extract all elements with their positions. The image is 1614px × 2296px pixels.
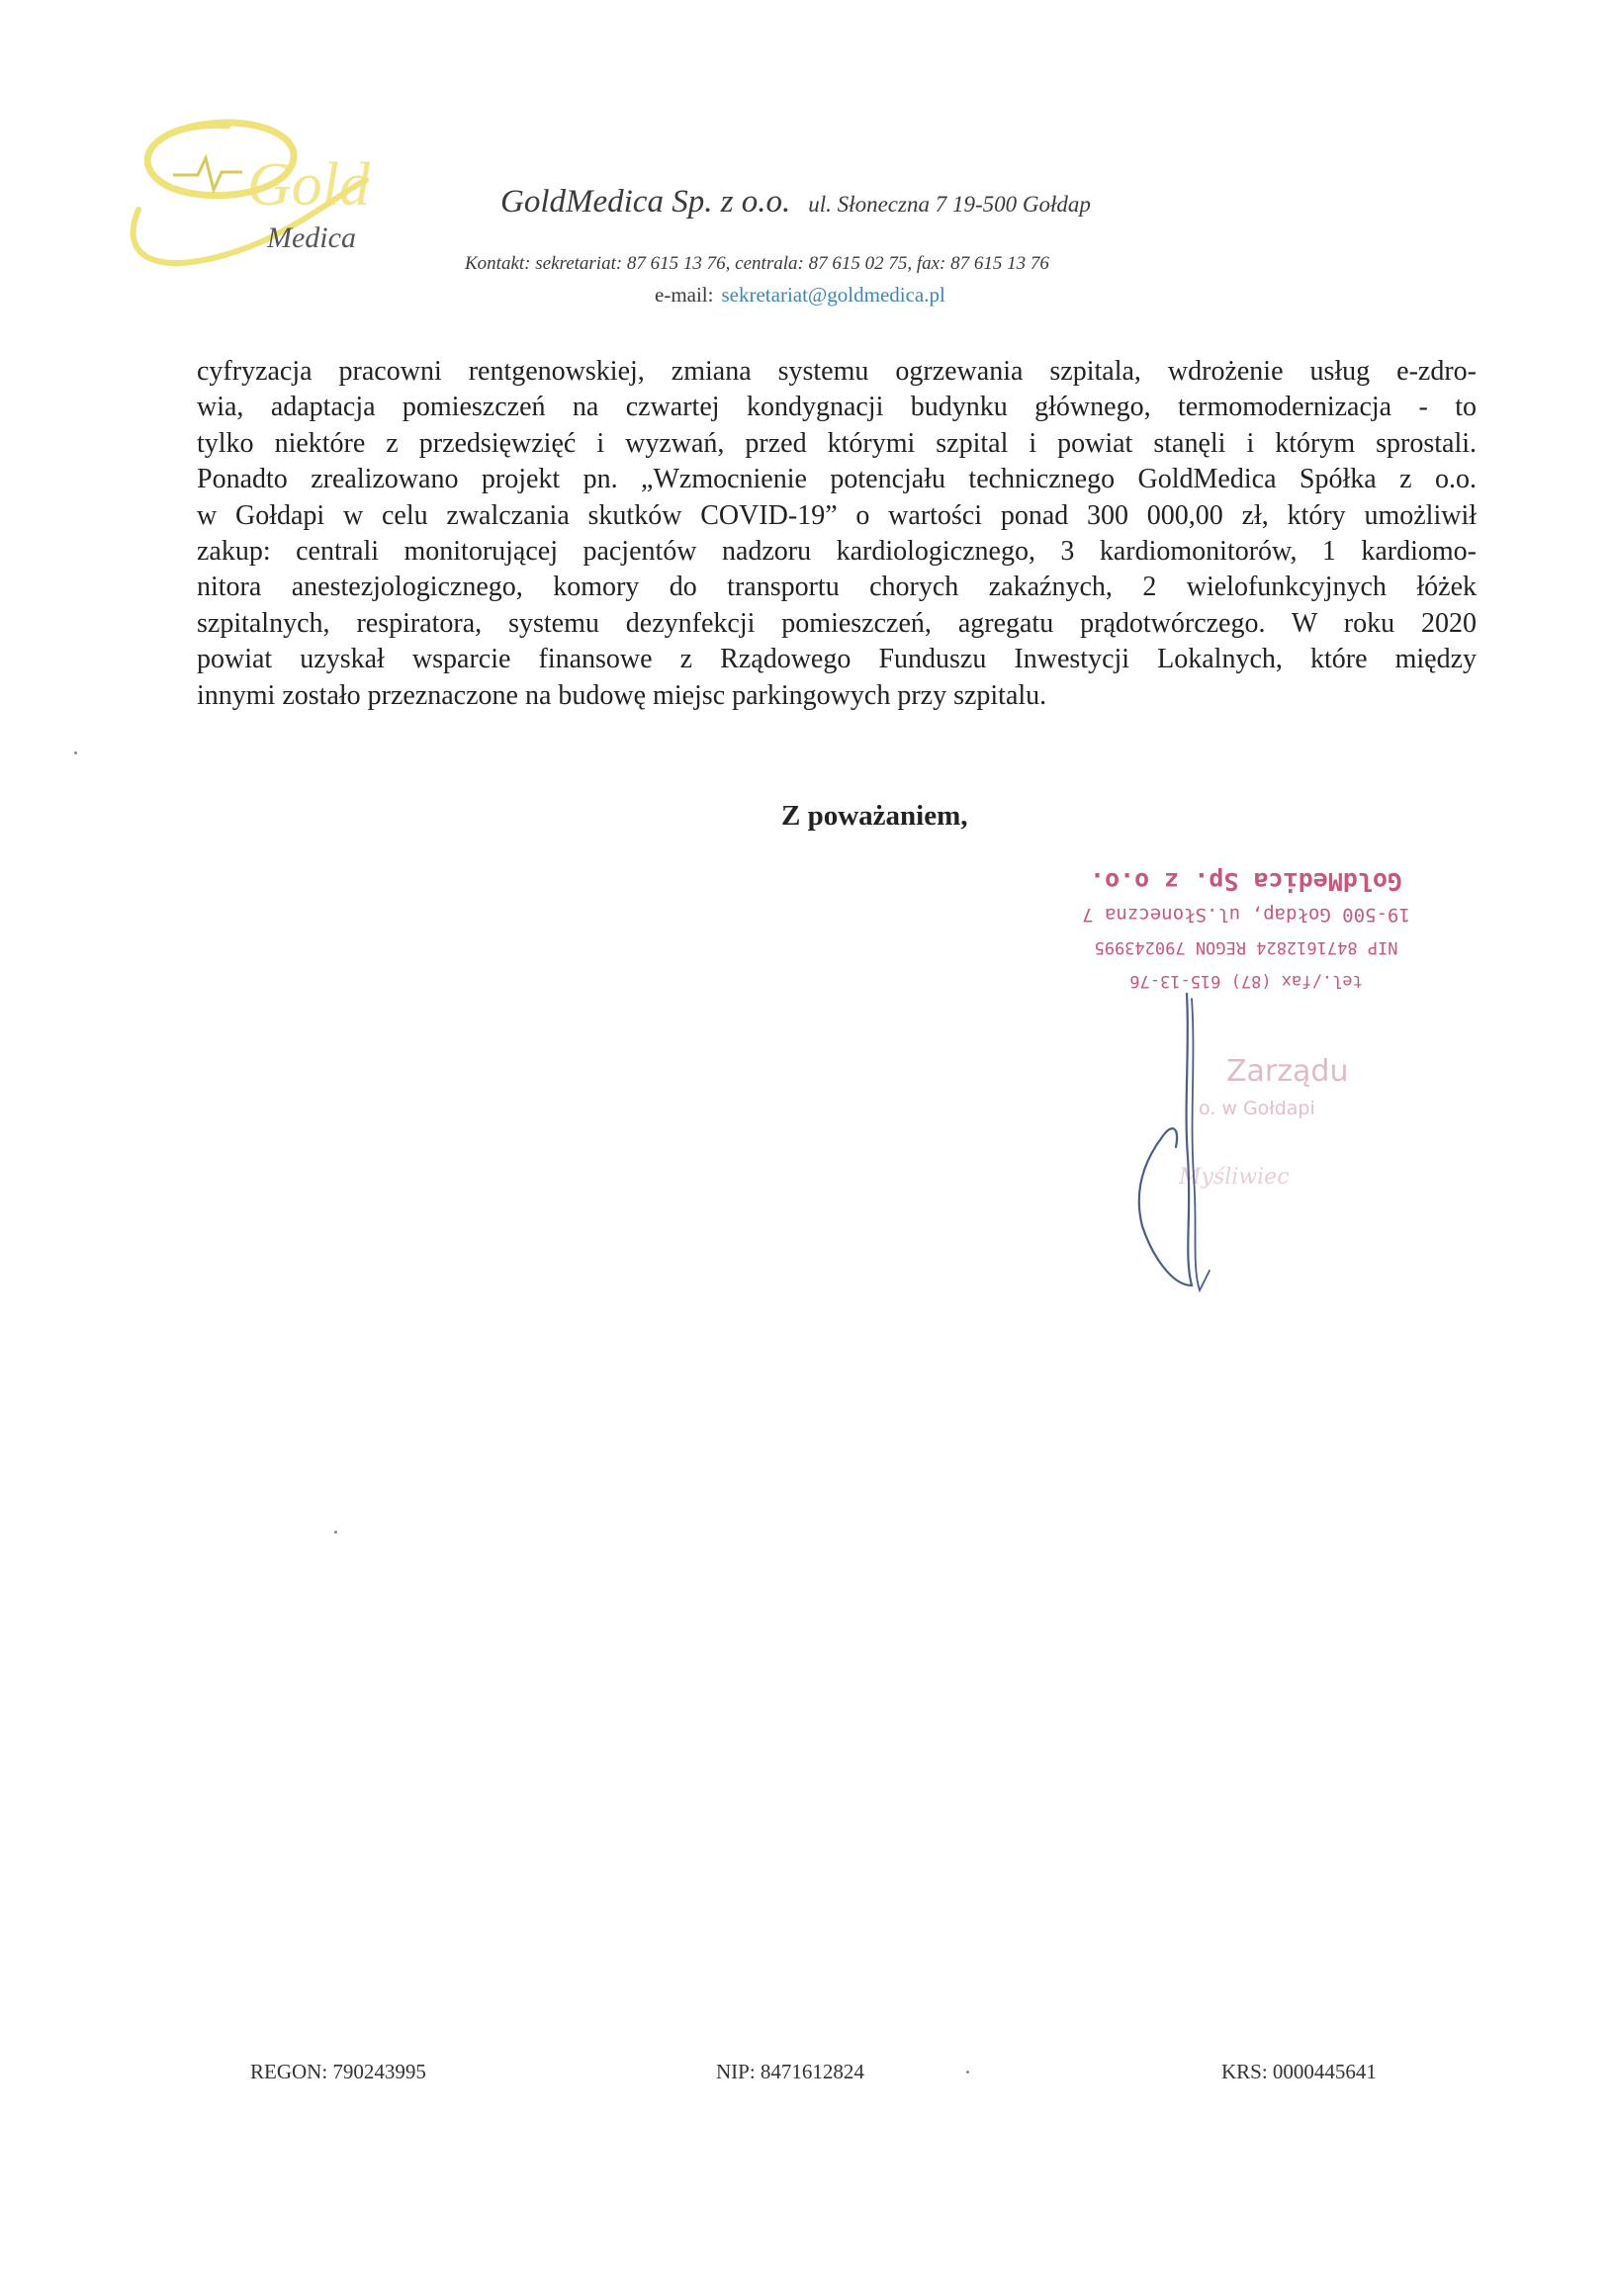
seal-name: Myśliwiec <box>1179 1165 1290 1190</box>
svg-text:Medica: Medica <box>267 221 356 254</box>
body-line: powiat uzyskał wsparcie finansowe z Rządowego Funduszu Inwestycji Lokalnych, które między <box>197 644 1477 675</box>
stamp-line: GoldMedica Sp. z o.o. <box>1089 867 1403 896</box>
scan-speck <box>334 1531 337 1534</box>
body-line: w Gołdapi w celu zwalczania skutków COVID-19” o wartości ponad 300 000,00 zł, który umożliwił <box>197 499 1477 531</box>
body-line: Ponadto zrealizowano projekt pn. „Wzmocnienie potencjału technicznego GoldMedica Spółka z o.o. <box>197 464 1477 495</box>
contact-line: Kontakt: sekretariat: 87 615 13 76, centrala: 87 615 02 75, fax: 87 615 13 76 <box>465 253 1049 274</box>
email-link[interactable]: sekretariat@goldmedica.pl <box>721 283 945 307</box>
body-line: cyfryzacja pracowni rentgenowskiej, zmiana systemu ogrzewania szpitala, wdrożenie usług e-zdro- <box>197 356 1477 387</box>
company-address: ul. Słoneczna 7 19-500 Gołdap <box>808 192 1091 217</box>
body-line: wia, adaptacja pomieszczeń na czwartej kondygnacji budynku głównego, termomodernizacja - to <box>197 392 1477 423</box>
email-line <box>655 283 945 308</box>
svg-text:Gold: Gold <box>247 151 370 219</box>
body-line: innymi zostało przeznaczone na budowę miejsc parkingowych przy szpitalu. <box>197 679 1047 711</box>
handwritten-signature <box>1093 989 1241 1305</box>
goldmedica-logo <box>119 111 386 299</box>
scan-speck <box>74 751 77 754</box>
email-label: e-mail: <box>655 283 714 307</box>
body-line: nitora anestezjologicznego, komory do transportu chorych zakaźnych, 2 wielofunkcyjnych łóżek <box>197 572 1477 603</box>
body-line: zakup: centrali monitorującej pacjentów nadzoru kardiologicznego, 3 kardiomonitorów, 1 kardiomo- <box>197 536 1477 568</box>
letterhead-title <box>500 184 1091 221</box>
letter-body <box>197 354 1477 714</box>
footer-krs: KRS: 0000445641 <box>1221 2060 1377 2083</box>
stamp-line: 19-500 Gołdap, ul.Słoneczna 7 <box>1082 904 1410 926</box>
closing-salutation: Z poważaniem, <box>781 800 968 832</box>
stamp-line: NIP 8471612824 REGON 790243995 <box>1094 937 1398 957</box>
company-name: GoldMedica Sp. z o.o. <box>500 184 791 220</box>
body-line: szpitalnych, respiratora, systemu dezynfekcji pomieszczeń, agregatu prądotwórczego. W roku 2020 <box>197 607 1477 639</box>
footer-regon: REGON: 790243995 <box>250 2060 426 2083</box>
footer-nip: NIP: 8471612824 <box>716 2060 864 2083</box>
stamp-line: tel./fax (87) 615-13-76 <box>1129 971 1363 991</box>
body-line: tylko niektóre z przedsięwzięć i wyzwań, przed którymi szpital i powiat stanęli i którym sprostali. <box>197 427 1477 459</box>
scan-speck <box>966 2071 969 2074</box>
seal-location: o. w Gołdapi <box>1199 1098 1315 1119</box>
seal-title: Zarządu <box>1226 1054 1349 1089</box>
